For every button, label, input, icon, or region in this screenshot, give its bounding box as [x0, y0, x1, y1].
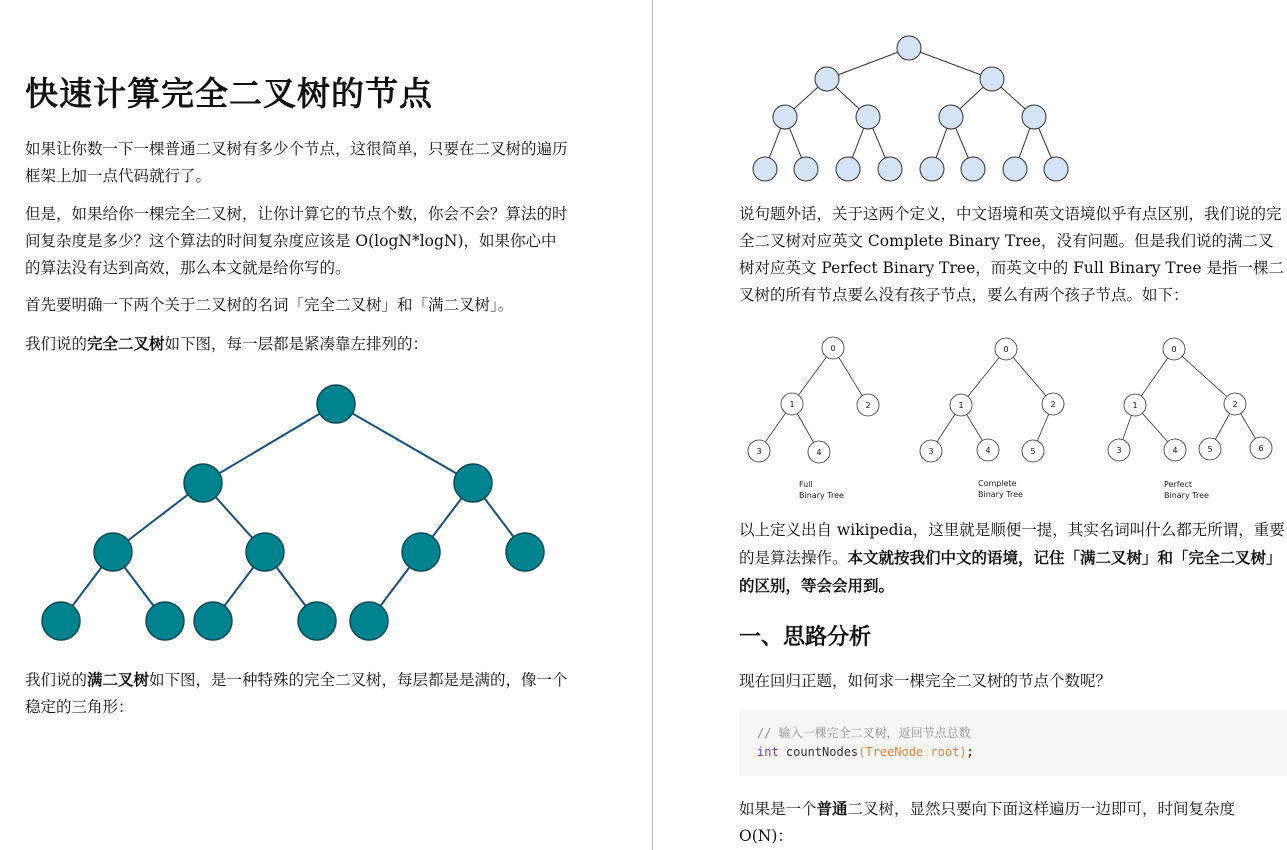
tree-node	[146, 602, 184, 640]
tree-node	[506, 533, 544, 571]
section-heading: 一、思路分析	[739, 625, 872, 650]
tree-node	[94, 533, 132, 571]
node-label: 4	[816, 448, 822, 457]
text-run: 以上定义出自 wikipedia，这里就是顺便一提，其实名词叫什么都无所谓，重要的是算法操作。	[739, 521, 1285, 567]
right-page	[654, 0, 1287, 850]
full-tree-nodes	[748, 337, 879, 463]
tree-node	[42, 602, 80, 640]
code-comment: // 输入一棵完全二叉树，返回节点总数	[757, 726, 971, 740]
page-divider	[652, 0, 653, 850]
intro-paragraph: 如果让你数一下一棵普通二叉树有多少个节点，这很简单，只要在二叉树的遍历框架上加一点代码就行了。	[25, 140, 568, 185]
code-end: ;	[966, 745, 974, 759]
tree-node	[317, 385, 355, 423]
node-label: 2	[865, 401, 871, 410]
node-label: 2	[1050, 400, 1056, 409]
tree-node	[246, 533, 284, 571]
question-paragraph: 但是，如果给你一棵完全二叉树，让你计算它的节点个数，你会不会？算法的时间复杂度是多少？这个算法的时间复杂度应该是 O(logN*logN)，如果你心中的算法没有达到高效，那么本文就是给你写的。	[25, 205, 568, 277]
text-run: 我们说的	[25, 335, 88, 353]
code-keyword: int	[757, 745, 779, 759]
full-tree-edges	[759, 348, 871, 452]
tree-types-diagram	[654, 0, 1287, 520]
bold-term: 完全二叉树	[87, 334, 165, 353]
tree-node	[298, 602, 336, 640]
full-caption-line1: Full	[799, 480, 813, 489]
complete-tree-nodes	[920, 338, 1064, 462]
complete-caption-line2: Binary Tree	[978, 490, 1023, 499]
tree-node	[454, 464, 492, 502]
code-block	[739, 710, 1287, 776]
terms-paragraph: 首先要明确一下两个关于二叉树的名词「完全二叉树」和「满二叉树」。	[25, 296, 514, 314]
tree-nodes	[42, 385, 544, 640]
node-label: 0	[830, 344, 836, 353]
bold-text: 普通	[816, 799, 848, 818]
text-run: 如果是一个	[739, 800, 817, 818]
code-params: (TreeNode root)	[858, 745, 967, 759]
code-line	[757, 743, 1269, 762]
tree-node	[350, 602, 388, 640]
perfect-tree-paragraph	[25, 666, 580, 721]
node-label: 4	[985, 446, 991, 455]
node-label: 2	[1232, 400, 1238, 409]
perfect-caption-line2: Binary Tree	[1164, 491, 1209, 500]
wikipedia-paragraph	[739, 517, 1287, 600]
node-label: 1	[1132, 401, 1138, 410]
tree-edges	[61, 404, 525, 621]
perfect-tree-nodes	[1108, 338, 1272, 461]
bold-text: 本文就按我们中文的语境，记住「满二叉树」和「完全二叉树」的区别，等会会用到。	[739, 548, 1282, 595]
node-label: 3	[1116, 446, 1122, 455]
node-label: 3	[928, 447, 934, 456]
node-label: 1	[958, 401, 964, 410]
node-label: 1	[789, 400, 795, 409]
node-label: 0	[1171, 345, 1177, 354]
node-label: 3	[756, 447, 762, 456]
normal-tree-paragraph	[739, 795, 1287, 850]
tree-node	[184, 464, 222, 502]
full-caption-line2: Binary Tree	[799, 491, 844, 500]
definition-paragraph: 说句题外话，关于这两个定义，中文语境和英文语境似乎有点区别，我们说的完全二叉树对应英文 Complete Binary Tree，没有问题。但是我们说的满二叉树对应英文 Perfect Binary Tree，而英文中的 Full Binary Tree 是指一棵二叉树的所有节点要么没有孩子节点，要么有两个孩子节点。如下：	[739, 205, 1284, 304]
text-run: 如下图，是一种特殊的完全二叉树，每层都是是满的，像一个稳定的三角形：	[25, 671, 568, 716]
page-title: 快速计算完全二叉树的节点	[25, 74, 433, 113]
tree-node	[194, 602, 232, 640]
node-label: 6	[1258, 444, 1264, 453]
node-label: 5	[1207, 445, 1213, 454]
node-label: 4	[1172, 446, 1178, 455]
text-run: 如下图，每一层都是紧凑靠左排列的：	[164, 335, 429, 353]
perfect-caption-line1: Perfect	[1164, 480, 1193, 489]
full-tree-labels	[756, 344, 870, 457]
code-function: countNodes	[778, 745, 859, 759]
bold-term: 满二叉树	[87, 670, 150, 689]
tree-node	[402, 533, 440, 571]
text-run: 我们说的	[25, 671, 88, 689]
complete-caption-line1: Complete	[978, 479, 1017, 488]
question-paragraph: 现在回归正题，如何求一棵完全二叉树的节点个数呢？	[739, 672, 1112, 690]
complete-tree-edges	[931, 349, 1056, 451]
text-run: 二叉树，显然只要向下面这样遍历一边即可，时间复杂度 O(N)：	[739, 800, 1236, 845]
node-label: 5	[1030, 447, 1036, 456]
node-label: 0	[1003, 345, 1009, 354]
